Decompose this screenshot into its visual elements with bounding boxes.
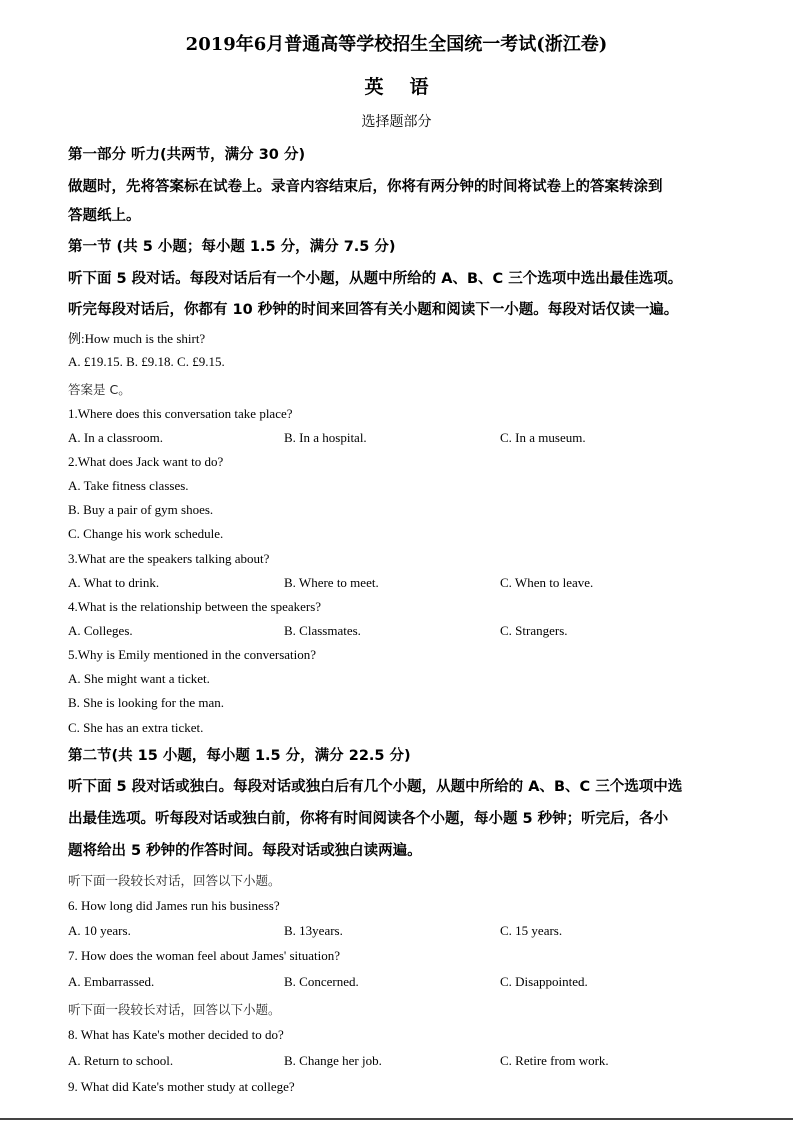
question-3: 3.What are the speakers talking about? [68,551,270,566]
section1-heading: 第一节 (共 5 小题；每小题 1.5 分，满分 7.5 分) [68,239,396,255]
part1-instruction-line2: 答题纸上。 [68,208,141,224]
section2-instruction-line2: 出最佳选项。听每段对话或独白前，你将有时间阅读各个小题，每小题 5 秒钟；听完后，各小 [68,811,669,827]
exam-title: 2019年6月普通高等学校招生全国统一考试(浙江卷) [185,34,608,55]
question-8: 8. What has Kate's mother decided to do? [68,1027,284,1042]
sub-instruction-2: 听下面一段较长对话，回答以下小题。 [68,1002,281,1017]
q3-option-a: A. What to drink. [68,575,160,590]
example-answer: 答案是 C。 [68,382,131,397]
question-9: 9. What did Kate's mother study at college? [68,1079,295,1094]
subject-title: 英语 [364,76,455,98]
q5-option-a: A. She might want a ticket. [68,671,210,686]
q8-option-a: A. Return to school. [68,1053,174,1068]
part1-instruction-line1: 做题时，先将答案标在试卷上。录音内容结束后，你将有两分钟的时间将试卷上的答案转涂到 [68,179,663,195]
q1-option-b: B. In a hospital. [284,430,367,445]
q7-option-a: A. Embarrassed. [68,974,155,989]
q5-option-c: C. She has an extra ticket. [68,720,204,735]
question-1: 1.Where does this conversation take place? [68,406,293,421]
section2-heading: 第二节(共 15 小题，每小题 1.5 分，满分 22.5 分) [68,748,411,764]
q6-option-b: B. 13years. [284,923,343,938]
q5-option-b: B. She is looking for the man. [68,695,224,710]
example-question: 例:How much is the shirt? [68,331,206,346]
section-title: 选择题部分 [361,114,432,130]
question-6: 6. How long did James run his business? [68,898,280,913]
section2-instruction-line1: 听下面 5 段对话或独白。每段对话或独白后有几个小题，从题中所给的 A、B、C 三个选项中选 [68,779,683,795]
q4-option-a: A. Colleges. [68,623,133,638]
example-options: A. £19.15. B. £9.18. C. £9.15. [68,354,225,369]
q2-option-c: C. Change his work schedule. [68,526,224,541]
question-2: 2.What does Jack want to do? [68,454,224,469]
section1-instruction-line2: 听完每段对话后，你都有 10 秒钟的时间来回答有关小题和阅读下一小题。每段对话仅读一遍。 [68,302,679,318]
q4-option-b: B. Classmates. [284,623,361,638]
q2-option-b: B. Buy a pair of gym shoes. [68,502,214,517]
q4-option-c: C. Strangers. [500,623,568,638]
q3-option-b: B. Where to meet. [284,575,379,590]
q1-option-c: C. In a museum. [500,430,586,445]
section1-instruction-line1: 听下面 5 段对话。每段对话后有一个小题，从题中所给的 A、B、C 三个选项中选出最佳选项。 [68,271,683,287]
q1-option-a: A. In a classroom. [68,430,163,445]
q7-option-b: B. Concerned. [284,974,359,989]
question-4: 4.What is the relationship between the speakers? [68,599,322,614]
q2-option-a: A. Take fitness classes. [68,478,189,493]
part1-heading: 第一部分 听力(共两节，满分 30 分) [68,147,306,163]
section2-instruction-line3: 题将给出 5 秒钟的作答时间。每段对话或独白读两遍。 [68,843,422,859]
question-7: 7. How does the woman feel about James' situation? [68,948,341,963]
sub-instruction-1: 听下面一段较长对话，回答以下小题。 [68,873,281,888]
q3-option-c: C. When to leave. [500,575,594,590]
q8-option-c: C. Retire from work. [500,1053,609,1068]
q6-option-c: C. 15 years. [500,923,563,938]
q8-option-b: B. Change her job. [284,1053,382,1068]
q6-option-a: A. 10 years. [68,923,131,938]
q7-option-c: C. Disappointed. [500,974,588,989]
question-5: 5.Why is Emily mentioned in the conversation? [68,647,317,662]
page-bottom-divider [0,1118,793,1120]
